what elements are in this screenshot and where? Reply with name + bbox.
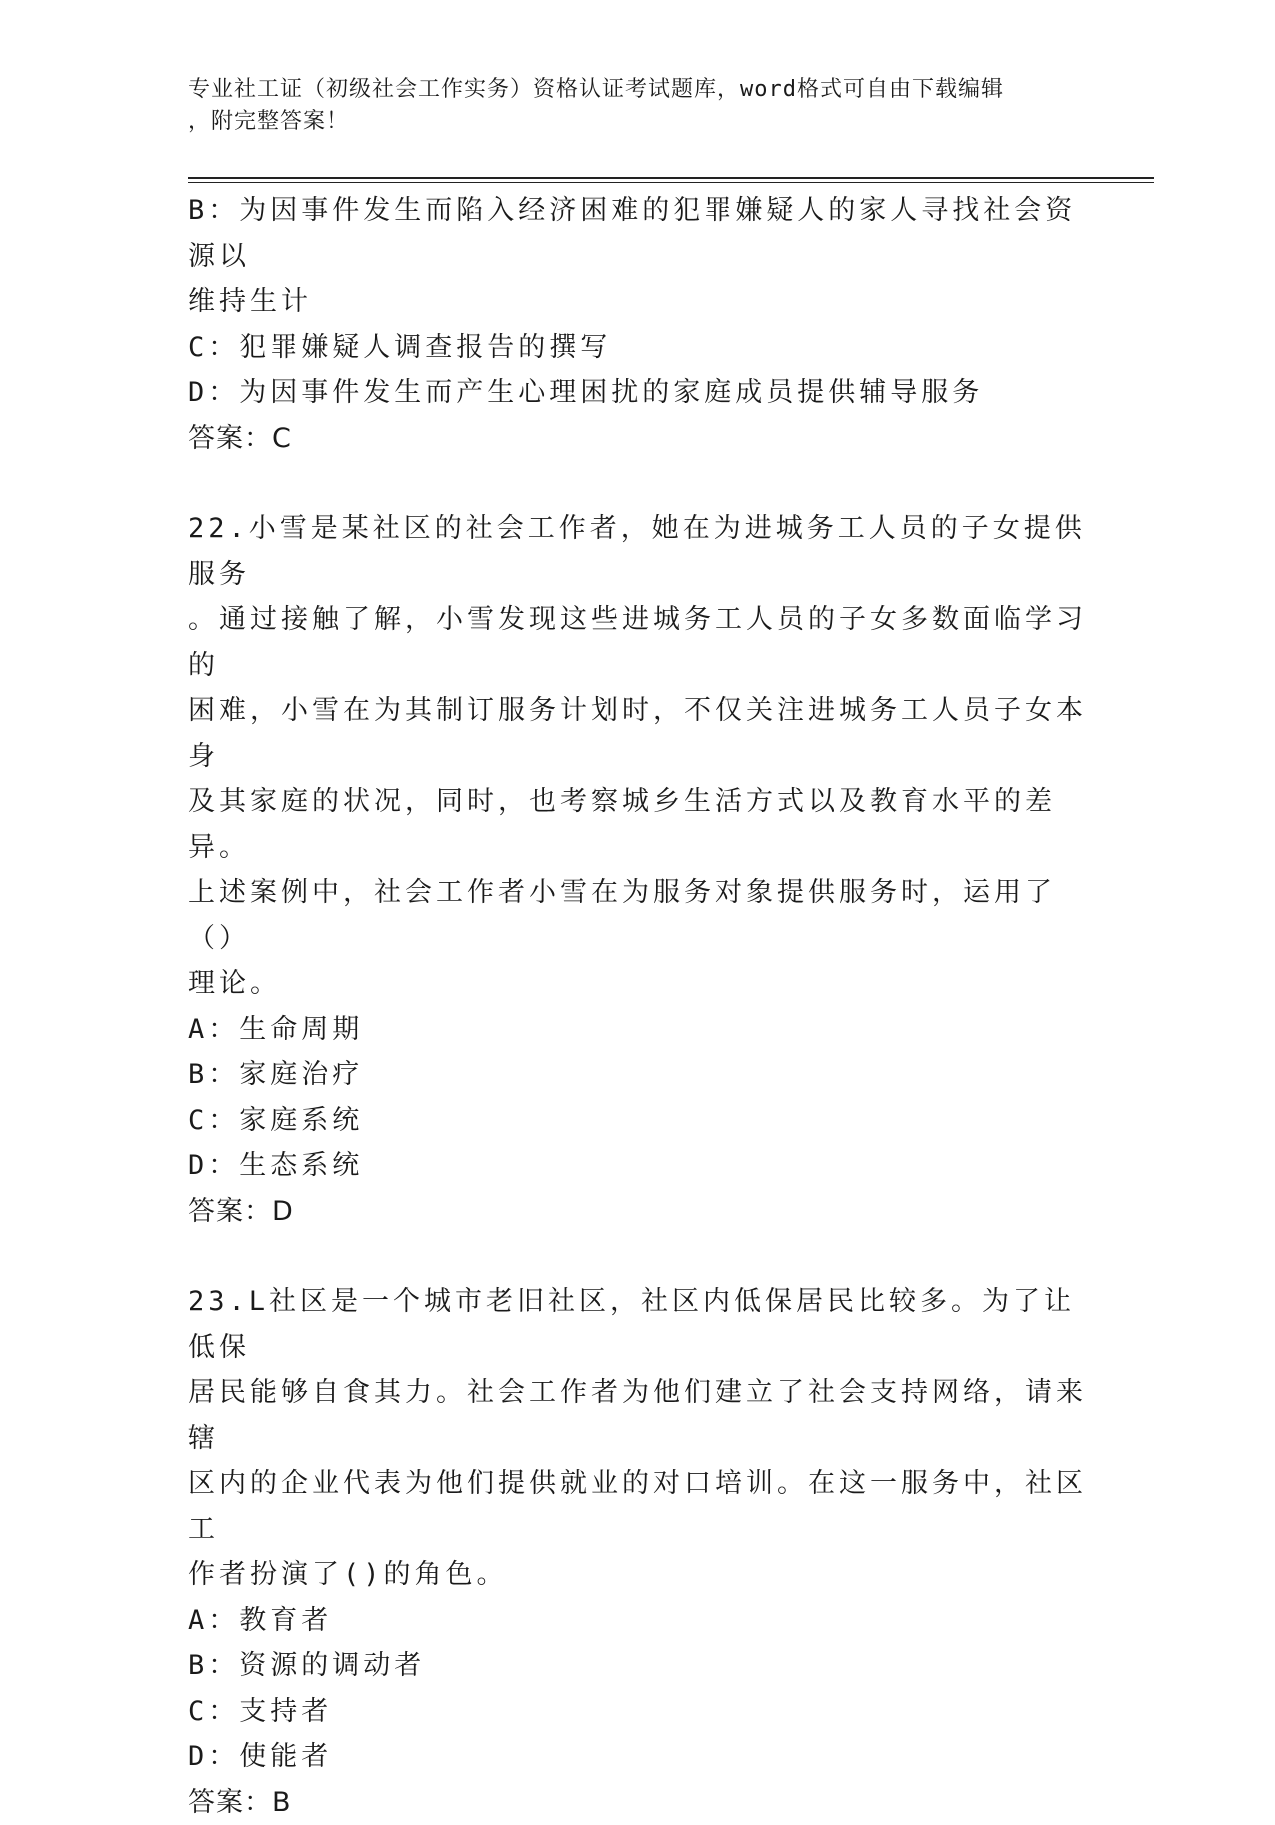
option-d: D：为因事件发生而产生心理困扰的家庭成员提供辅导服务 [188,370,1088,416]
question-stem-line: 居民能够自食其力。社会工作者为他们建立了社会支持网络，请来辖 [188,1370,1088,1461]
question-spacer [188,1234,1088,1279]
header-title-line-2: ，附完整答案！ [188,106,1068,138]
document-header [188,74,1068,138]
option-a: A：教育者 [188,1598,1088,1644]
header-divider-thin [188,182,1154,183]
option-d: D：生态系统 [188,1143,1088,1189]
option-c: C：犯罪嫌疑人调查报告的撰写 [188,325,1088,371]
answer-line: 答案：B [188,1780,1088,1825]
question-stem-line: 困难，小雪在为其制订服务计划时，不仅关注进城务工人员子女本身 [188,688,1088,779]
question-stem-line: 22.小雪是某社区的社会工作者，她在为进城务工人员的子女提供服务 [188,506,1088,597]
header-title-line-1: 专业社工证（初级社会工作实务）资格认证考试题库，word格式可自由下载编辑 [188,74,1068,106]
question-21-tail [188,188,1088,461]
option-b-continued: 维持生计 [188,279,1088,325]
question-stem-line: 作者扮演了()的角色。 [188,1552,1088,1598]
answer-line: 答案：D [188,1189,1088,1235]
option-a: A：生命周期 [188,1007,1088,1053]
question-stem-line: 上述案例中，社会工作者小雪在为服务对象提供服务时，运用了（） [188,870,1088,961]
question-stem-line: 及其家庭的状况，同时，也考察城乡生活方式以及教育水平的差异。 [188,779,1088,870]
question-spacer [188,461,1088,506]
option-b: B：资源的调动者 [188,1643,1088,1689]
header-divider-thick [188,177,1154,179]
answer-line: 答案：C [188,416,1088,462]
question-stem-line: 理论。 [188,961,1088,1007]
option-d: D：使能者 [188,1734,1088,1780]
option-c: C：支持者 [188,1689,1088,1735]
option-c: C：家庭系统 [188,1098,1088,1144]
question-stem-line: 23.L社区是一个城市老旧社区，社区内低保居民比较多。为了让低保 [188,1279,1088,1370]
option-b: B：家庭治疗 [188,1052,1088,1098]
document-body [188,188,1088,1825]
option-b: B：为因事件发生而陷入经济困难的犯罪嫌疑人的家人寻找社会资源以 [188,188,1088,279]
question-22 [188,506,1088,1234]
question-23 [188,1279,1088,1825]
question-stem-line: 区内的企业代表为他们提供就业的对口培训。在这一服务中，社区工 [188,1461,1088,1552]
question-stem-line: 。通过接触了解，小雪发现这些进城务工人员的子女多数面临学习的 [188,597,1088,688]
